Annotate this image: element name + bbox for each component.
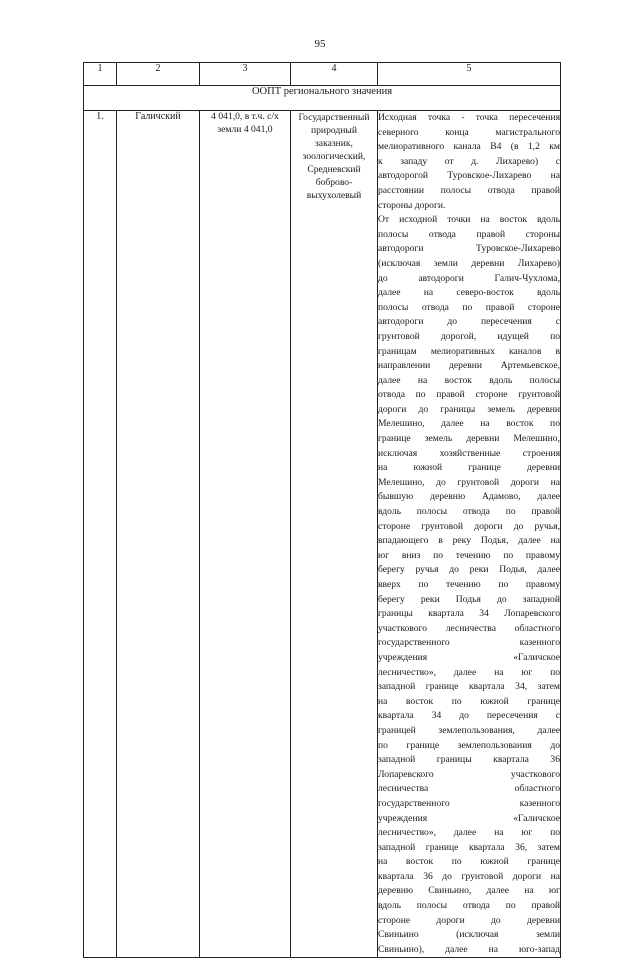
description-line: лесничество», далее на юг по xyxy=(378,666,560,678)
description-line: исключая хозяйственные строения xyxy=(378,447,560,459)
type-line: природный xyxy=(311,125,357,136)
description-line: вдоль полосы отвода по правой xyxy=(378,900,560,912)
type-cell xyxy=(291,111,378,958)
section-title: ООПТ регионального значения xyxy=(84,86,561,111)
type-line: боброво- xyxy=(315,177,353,188)
description-line: на восток по южной границе xyxy=(378,695,560,707)
description-line: государственного казенного xyxy=(378,637,560,649)
description-line: отвода по правой стороне грунтовой xyxy=(378,389,560,401)
description-line: учреждения «Галичское xyxy=(378,651,560,663)
boundary-description-cell xyxy=(378,111,561,958)
description-line: деревню Свиньино, далее на юг xyxy=(378,885,560,897)
district-name: Галичский xyxy=(117,111,200,958)
description-line: полосы отвода по правой стороне xyxy=(378,301,560,313)
description-line: грунтовой дорогой, идущей по xyxy=(378,330,560,342)
area-line: земли 4 041,0 xyxy=(217,123,273,135)
row-number: 1. xyxy=(84,111,117,958)
description-line: границы квартала 34 Лопаревского xyxy=(378,608,560,620)
table-row xyxy=(84,111,561,958)
description-line: далее на восток вдоль полосы xyxy=(378,374,560,386)
description-line: на южной границе деревни xyxy=(378,462,560,474)
type-line: Средневский xyxy=(307,164,361,175)
description-line: лесничества областного xyxy=(378,783,560,795)
territory-table xyxy=(83,62,561,958)
description-line: направлении деревни Артемьевское, xyxy=(378,360,560,372)
type-line: зоологический, xyxy=(302,151,366,162)
header-cell-5: 5 xyxy=(378,63,561,86)
description-line: стороне дороги до деревни xyxy=(378,914,560,926)
description-line: Свиньино (исключая земли xyxy=(378,929,560,941)
description-line: автодороги до пересечения с xyxy=(378,316,560,328)
description-line: стороне грунтовой дороги до ручья, xyxy=(378,520,560,532)
description-line: впадающего в реку Подья, далее на xyxy=(378,535,560,547)
description-line: дороги до границы земель деревни xyxy=(378,403,560,415)
description-line: границей землепользования, далее xyxy=(378,724,560,736)
description-line: берегу реки Подья до западной xyxy=(378,593,560,605)
description-line: полосы отвода правой стороны xyxy=(378,228,560,240)
description-line: От исходной точки на восток вдоль xyxy=(378,214,560,226)
description-line: к западу от д. Лихарево) с xyxy=(378,155,560,167)
description-line: стороны дороги. xyxy=(378,199,446,211)
header-cell-2: 2 xyxy=(117,63,200,86)
description-line: Мелешино, далее на восток по xyxy=(378,418,560,430)
header-cell-4: 4 xyxy=(291,63,378,86)
boundary-description xyxy=(378,111,560,957)
description-line: далее на северо-восток вдоль xyxy=(378,287,560,299)
description-line: Исходная точка - точка пересечения xyxy=(378,112,560,123)
type-line: Государственный xyxy=(298,112,370,123)
page-number: 95 xyxy=(314,38,326,50)
description-line: Мелешино, до грунтовой дороги на xyxy=(378,476,560,488)
header-cell-3: 3 xyxy=(200,63,291,86)
header-cell-1: 1 xyxy=(84,63,117,86)
description-line: учреждения «Галичское xyxy=(378,812,560,824)
description-line: до автодороги Галич-Чухлома, xyxy=(378,272,560,284)
description-line: Лопаревского участкового xyxy=(378,768,560,780)
description-line: по границе землепользования до xyxy=(378,739,560,751)
description-line: автодороги Туровское-Лихарево xyxy=(378,243,560,255)
description-line: границе земель деревни Мелешино, xyxy=(378,433,560,445)
description-line: западной границе квартала 34, затем xyxy=(378,681,560,693)
description-line: лесничество», далее на юг по xyxy=(378,827,560,839)
description-line: западной границе квартала 36, затем xyxy=(378,841,560,853)
description-line: западной границы квартала 36 xyxy=(378,754,560,766)
description-line: на восток по южной границе xyxy=(378,856,560,868)
type-line: выхухолевый xyxy=(306,190,362,201)
description-line: северного конца магистрального xyxy=(378,126,560,138)
area-line: 4 041,0, в т.ч. с/х xyxy=(211,111,279,122)
description-line: государственного казенного xyxy=(378,797,560,809)
type-line: заказник, xyxy=(315,138,353,149)
description-line: юг вниз по течению по правому xyxy=(378,549,560,561)
description-line: квартала 34 до пересечения с xyxy=(378,710,560,722)
description-line: участкового лесничества областного xyxy=(378,622,560,634)
description-line: автодорогой Туровское-Лихарево на xyxy=(378,170,560,182)
description-line: (исключая земли деревни Лихарево) xyxy=(378,257,560,269)
description-line: мелиоративного канала В4 (в 1,2 км xyxy=(378,141,560,153)
header-row xyxy=(84,63,561,86)
description-line: вверх по течению по правому xyxy=(378,579,560,590)
area-cell xyxy=(200,111,291,958)
description-line: расстоянии полосы отвода правой xyxy=(378,184,560,196)
section-row xyxy=(84,86,561,111)
description-line: берегу ручья до реки Подья, далее xyxy=(378,564,560,576)
description-line: вдоль полосы отвода по правой xyxy=(378,506,560,518)
description-line: Свиньино), далее на юго-запад xyxy=(378,943,560,955)
description-line: бывшую деревню Адамово, далее xyxy=(378,491,560,503)
description-line: квартала 36 до грунтовой дороги на xyxy=(378,870,560,882)
description-line: границам мелиоративных каналов в xyxy=(378,345,560,357)
